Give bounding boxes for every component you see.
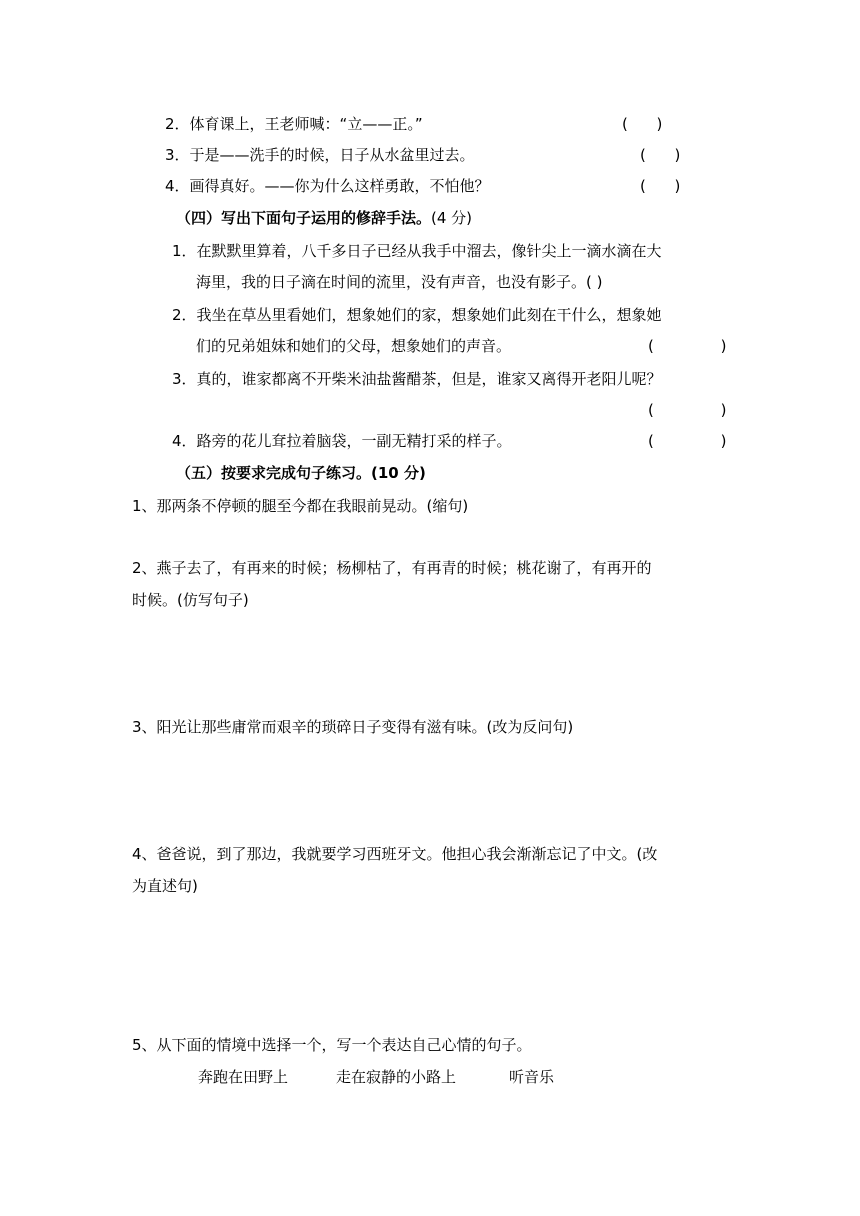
question-text: 时候。(	[132, 591, 183, 609]
s5-question-3	[132, 716, 573, 738]
item-text: 在默默里算着，八千多日子已经从我手中溜去，像针尖上一滴水滴在大	[196, 242, 662, 260]
item-number: 4．	[165, 177, 190, 195]
item-text: 画得真好。——你为什么这样勇敢，不怕他？	[189, 177, 490, 195]
s3-item-2	[165, 113, 423, 135]
s5-question-1	[132, 495, 468, 517]
close-paren: )	[192, 877, 198, 895]
answer-blank[interactable]: ( )	[648, 432, 727, 450]
item-number: 3．	[172, 370, 197, 388]
s5-question-2-line2	[132, 589, 249, 611]
scenario-option-2: 走在寂静的小路上	[336, 1068, 457, 1086]
item-number: 2．	[165, 115, 190, 133]
s4-item-1-line1	[172, 240, 662, 262]
answer-blank[interactable]: ( )	[640, 146, 681, 164]
item-text: 我坐在草丛里看她们，想象她们的家，想象她们此刻在干什么，想象她	[196, 306, 662, 324]
question-hint: 为直述句	[132, 877, 193, 895]
s5-question-5: 5、从下面的情境中选择一个，写一个表达自己心情的句子。	[132, 1036, 532, 1054]
item-number: 1．	[172, 242, 197, 260]
item-text: 体育课上，王老师喊：“立——正。”	[189, 115, 423, 133]
s4-item-4	[172, 430, 512, 452]
item-text: 真的，谁家都离不开柴米油盐酱醋茶，但是，谁家又离得开老阳儿呢？	[196, 370, 662, 388]
s3-item-4	[165, 175, 490, 197]
item-number: 3．	[165, 146, 190, 164]
s5-question-2-line1: 2、燕子去了，有再来的时候；杨柳枯了，有再青的时候；桃花谢了，有再开的	[132, 559, 652, 577]
close-paren: )	[567, 718, 574, 736]
item-text: 于是——洗手的时候，日子从水盆里过去。	[189, 146, 475, 164]
question-hint: 缩句	[432, 497, 463, 515]
s5-question-4-line2	[132, 875, 198, 897]
item-number: 4．	[172, 432, 197, 450]
s4-item-2-line2: 们的兄弟姐妹和她们的父母，想象她们的声音。	[196, 337, 512, 355]
answer-blank[interactable]: ( )	[640, 177, 681, 195]
item-text: 路旁的花儿耷拉着脑袋，一副无精打采的样子。	[196, 432, 512, 450]
s4-item-3-line1	[172, 368, 662, 390]
question-hint: 改为反问句	[492, 718, 568, 736]
item-number: 2．	[172, 306, 197, 324]
s5-question-4-line1: 4、爸爸说，到了那边，我就要学习西班牙文。他担心我会渐渐忘记了中文。(改	[132, 845, 658, 863]
question-text: 1、那两条不停顿的腿至今都在我眼前晃动。(	[132, 497, 433, 515]
s4-item-1-line2: 海里，我的日子滴在时间的流里，没有声音，也没有影子。( )	[196, 273, 603, 291]
answer-blank[interactable]: ( )	[622, 115, 663, 133]
close-paren: )	[462, 497, 469, 515]
section5-heading: （五）按要求完成句子练习。(10 分)	[176, 464, 426, 482]
score-text: (4 分)	[431, 209, 473, 227]
s4-item-2-line1	[172, 304, 662, 326]
answer-blank[interactable]: ( )	[648, 337, 727, 355]
section4-heading	[176, 207, 472, 229]
scenario-option-3: 听音乐	[509, 1068, 555, 1086]
question-text: 3、阳光让那些庸常而艰辛的琐碎日子变得有滋有味。(	[132, 718, 493, 736]
s3-item-3	[165, 144, 475, 166]
scenario-option-1: 奔跑在田野上	[198, 1068, 289, 1086]
close-paren: )	[242, 591, 249, 609]
answer-blank[interactable]: ( )	[648, 401, 727, 419]
question-hint: 仿写句子	[182, 591, 243, 609]
heading-text: （四）写出下面句子运用的修辞手法。	[176, 209, 432, 227]
